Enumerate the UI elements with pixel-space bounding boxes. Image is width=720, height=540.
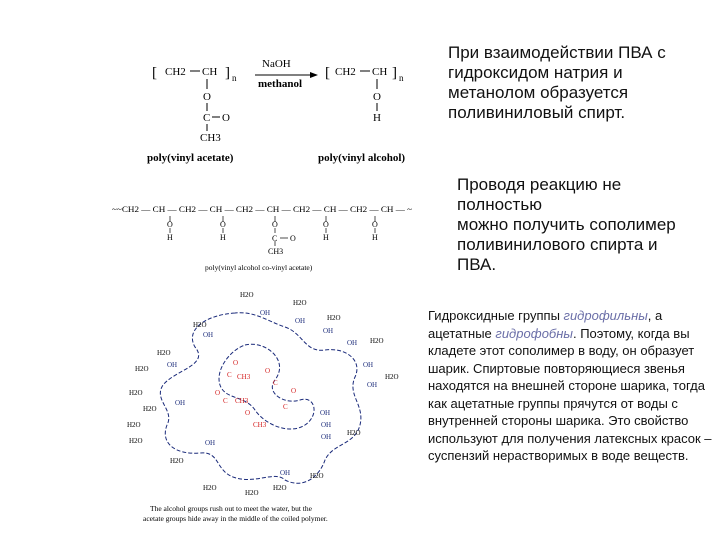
label-poly-vinyl-acetate: poly(vinyl acetate) [147,152,234,164]
o-3: O [272,220,278,229]
paragraph-copolymer [457,175,715,275]
oh-7: OH [320,409,331,417]
bracket-right: ] [225,65,230,81]
ch-label: CH [202,66,218,78]
oh-9: OH [321,433,332,441]
ch-label-2: CH [372,66,388,78]
oh-1: OH [260,309,271,317]
acetate-c-2: C [273,379,278,387]
water-13: H2O [245,489,259,497]
reaction-scheme [140,45,415,170]
o-4: O [323,220,329,229]
acetate-c-3: C [223,397,228,405]
o-carbonyl: O [222,112,230,124]
paragraph-hydrophilic [428,307,713,465]
water-16: H2O [347,429,361,437]
acetate-o-1: O [233,359,239,367]
acetate-o-2: O [265,367,271,375]
h-5: H [372,233,378,242]
oh-6: OH [367,381,378,389]
water-17: H2O [385,373,399,381]
h-4: H [323,233,329,242]
water-14: H2O [273,484,287,492]
water-1: H2O [240,291,254,299]
water-12: H2O [203,484,217,492]
acetate-ch3-3: CH3 [253,421,267,429]
oh-3: OH [323,327,334,335]
water-10: H2O [129,437,143,445]
o-1: O [167,220,173,229]
water-3: H2O [327,314,341,322]
micelle-caption-1: The alcohol groups rush out to meet the water, but the [150,504,312,513]
c-label: C [203,112,211,124]
h-1: H [167,233,173,242]
water-11: H2O [170,457,184,465]
o-label: O [203,91,211,103]
reagent-methanol: methanol [258,78,302,90]
ch2-label-2: CH2 [335,66,356,78]
p3-text-3: . Поэтому, когда вы кладете этот сополимер в воду, он образует шарик. Спиртовые повторяющиеся звенья находятся на внешней стороне шарика, тогда как ацетатные группы прячутся от воды с внутренней стороны шарика. Это свойство используют для получения латексных красок – суспензий нерастворимых в воде веществ. [428,325,712,463]
water-15: H2O [310,472,324,480]
reagent-naoh: NaOH [262,58,291,70]
ch2-label: CH2 [165,66,186,78]
paragraph-pva-reaction: При взаимодействии ПВА с гидроксидом натрия и метанолом образуется поливиниловый спирт. [448,43,666,122]
water-6: H2O [135,365,149,373]
o-3b: O [290,234,296,243]
oh-8: OH [321,421,332,429]
micelle-diagram [115,285,415,525]
paragraph2-line-4: поливинилового спирта и [457,235,658,254]
oh-4: OH [347,339,358,347]
bracket-left-2: [ [325,65,330,81]
water-8: H2O [143,405,157,413]
p3-text-2: , а ацетатные [428,308,663,341]
water-2: H2O [293,299,307,307]
water-7: H2O [129,389,143,397]
water-5: H2O [157,349,171,357]
acetate-o-4: O [245,409,251,417]
copolymer-structure [110,196,420,276]
paragraph2-line-3: можно получить сополимер [457,215,676,234]
h-2: H [220,233,226,242]
p3-emphasis-hydrophobic: гидрофобны [495,325,573,341]
water-9: H2O [127,421,141,429]
copolymer-chain: ~~CH2 — CH — CH2 — CH — CH2 — CH — CH2 — CH — CH2 — CH — ~ [112,205,413,214]
polymer-coil [160,313,361,483]
paragraph2-line-5: ПВА. [457,255,497,274]
bracket-left: [ [152,65,157,81]
paragraph2-line-2: полностью [457,195,542,214]
oh-11: OH [205,439,216,447]
acetate-o-5: O [291,387,297,395]
ch3-label: CH3 [200,132,221,144]
micelle-caption-2: acetate groups hide away in the middle of the coiled polymer. [143,514,328,523]
acetate-ch3-1: CH3 [237,373,251,381]
acetate-ch3-2: CH3 [235,397,249,405]
acetate-o-3: O [215,389,221,397]
oh-12: OH [175,399,186,407]
acetate-c-1: C [227,371,232,379]
p3-emphasis-hydrophilic: гидрофильны [563,308,648,323]
label-poly-vinyl-alcohol: poly(vinyl alcohol) [318,152,406,164]
ch3-3: CH3 [268,247,284,256]
p3-text-1: Гидроксидные группы [428,308,564,323]
water-18: H2O [370,337,384,345]
oh-10: OH [280,469,291,477]
o-2: O [220,220,226,229]
copolymer-label: poly(vinyl alcohol co-vinyl acetate) [205,263,313,272]
o-5: O [372,220,378,229]
oh-13: OH [167,361,178,369]
oh-5: OH [363,361,374,369]
c-3: C [272,234,278,243]
oh-2: OH [295,317,306,325]
h-label: H [373,112,381,124]
o-label-2: O [373,91,381,103]
bracket-right-2: ] [392,65,397,81]
acetate-c-4: C [283,403,288,411]
oh-14: OH [203,331,214,339]
n-subscript-2: n [399,73,404,83]
paragraph2-line-1: Проводя реакцию не [457,175,622,194]
n-subscript: n [232,73,237,83]
water-4: H2O [193,321,207,329]
